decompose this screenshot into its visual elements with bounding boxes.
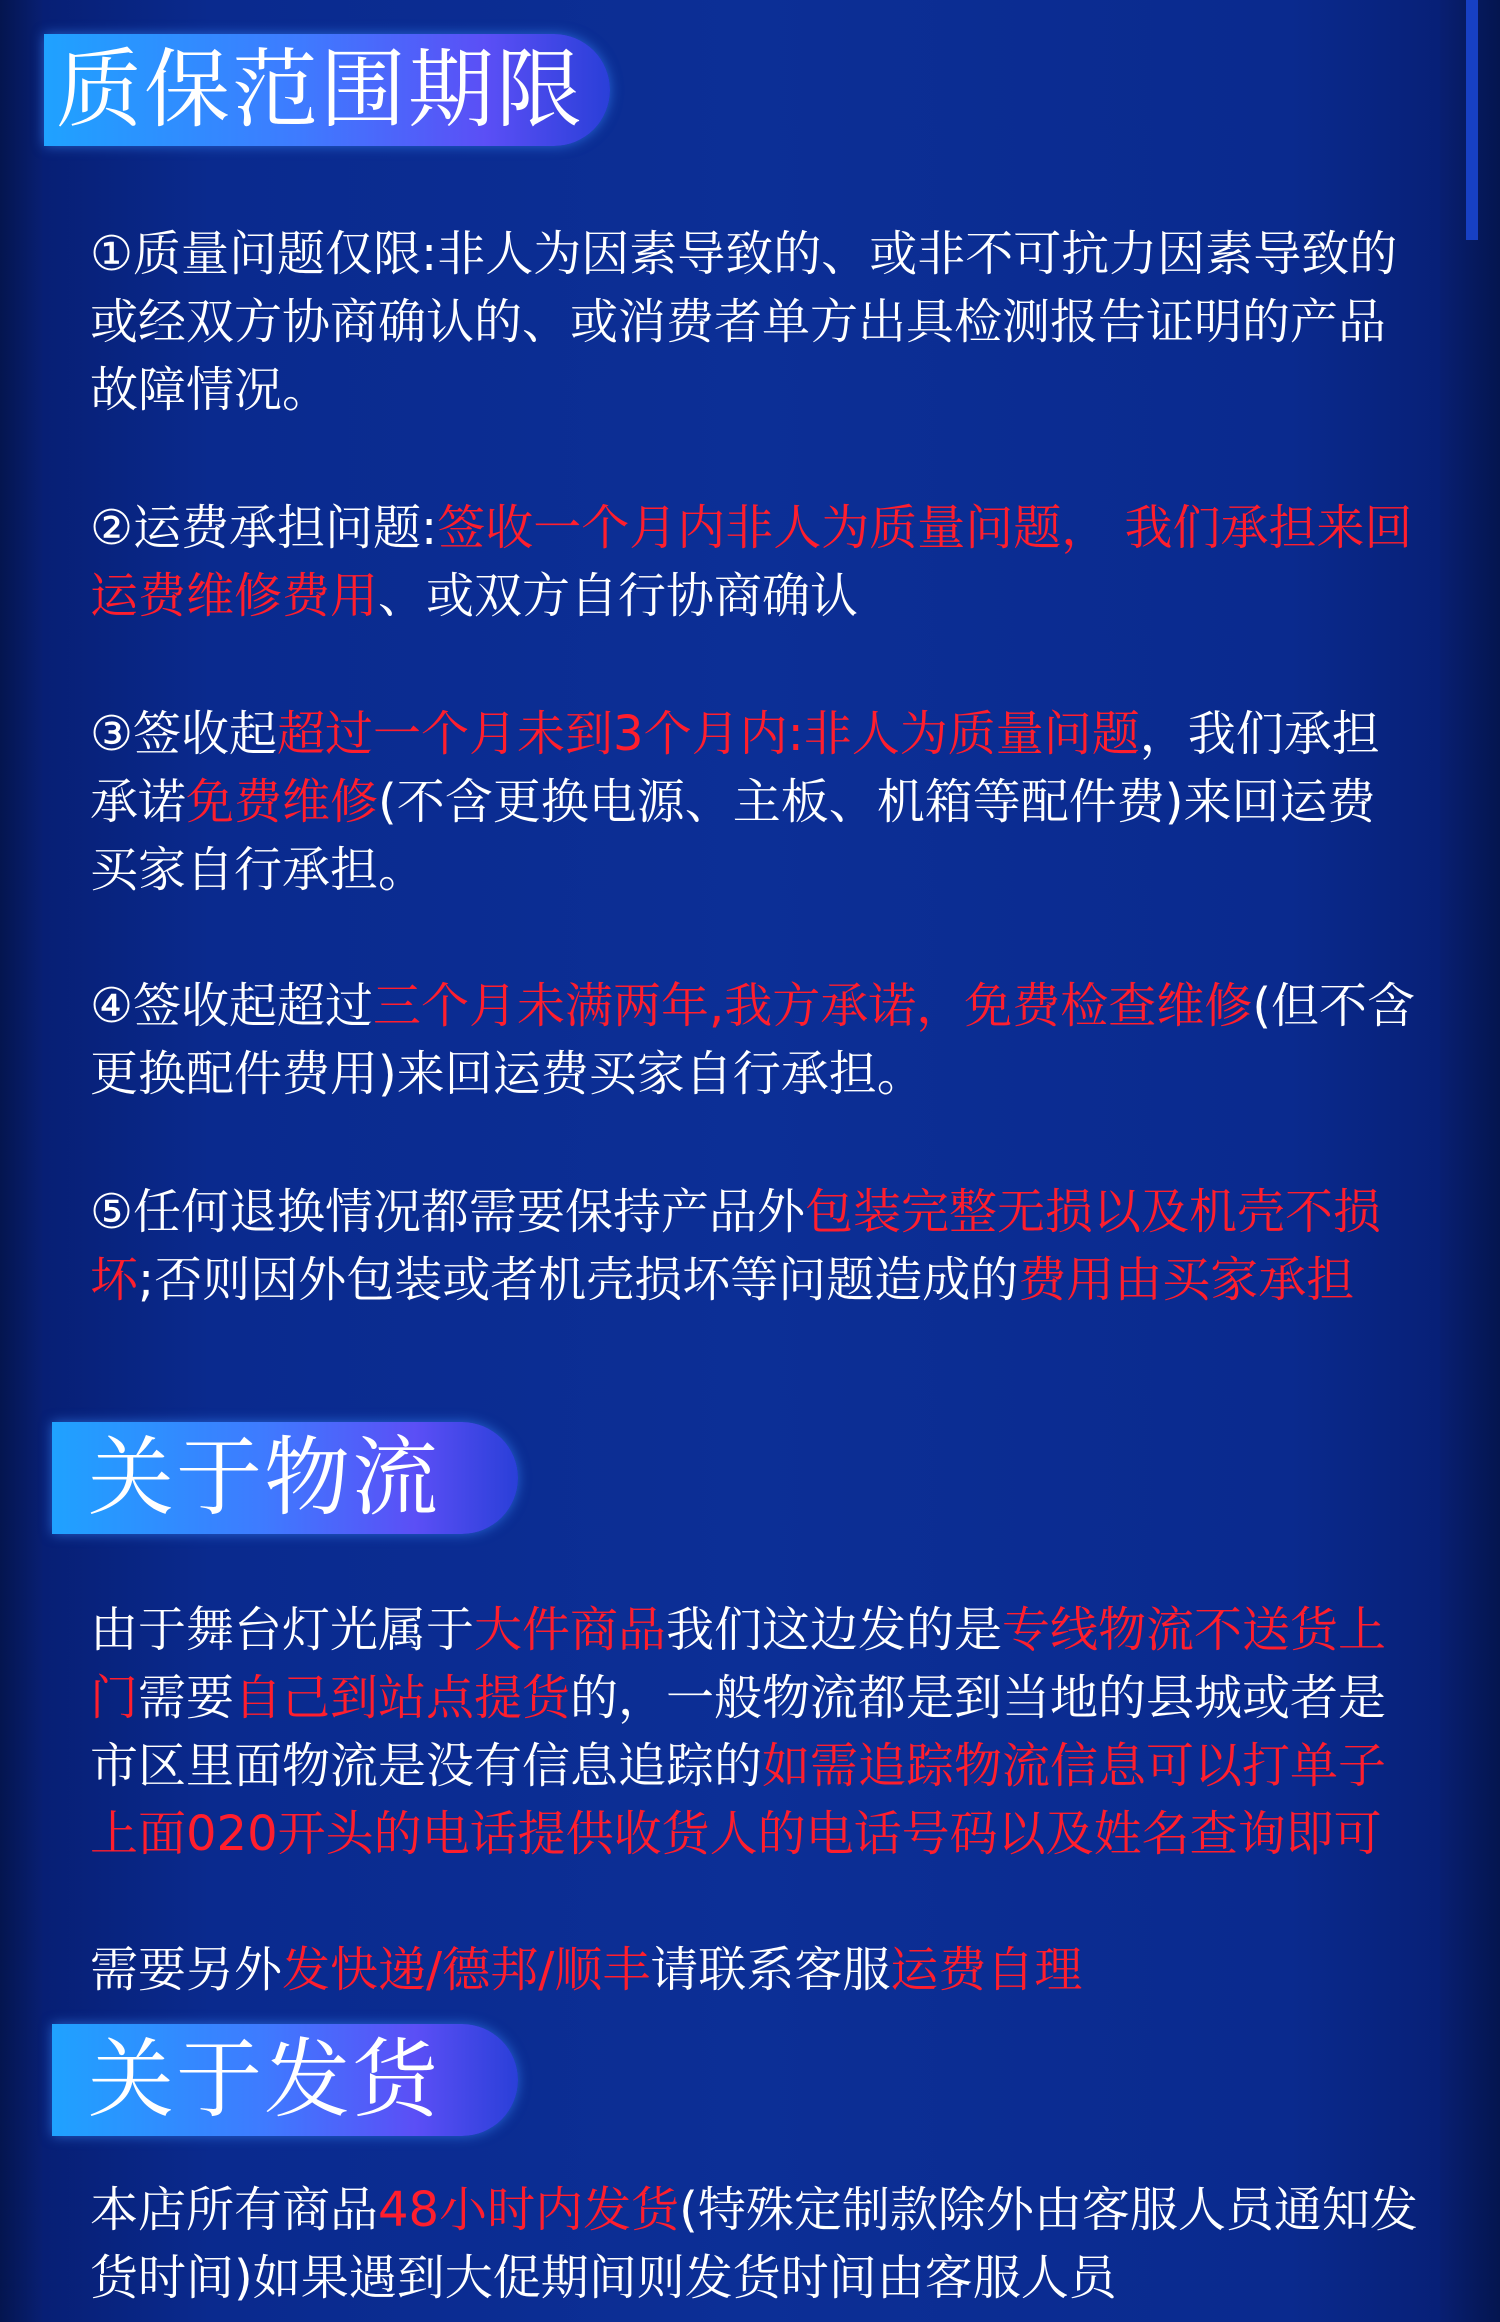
paragraph <box>90 700 1420 904</box>
highlighted-text: 签收一个月内非人为质量问题， 我们承担来回运费维修费用 <box>90 500 1413 624</box>
highlighted-text: 运费自理 <box>890 1942 1083 1998</box>
highlighted-text: 超过一个月未到3个月内:非人为质量问题 <box>277 706 1140 762</box>
warranty-item-2 <box>90 494 1420 630</box>
highlighted-text: 自己到站点提货 <box>234 1670 571 1726</box>
shipping-item-1 <box>90 2176 1420 2312</box>
warranty-item-4 <box>90 972 1420 1108</box>
body-text: ③签收起 <box>90 706 278 762</box>
highlighted-text: 48小时内发货 <box>378 2182 680 2238</box>
warranty-item-5 <box>90 1178 1420 1314</box>
logistics-item-1 <box>90 1596 1420 1868</box>
highlighted-text: 三个月未满两年,我方承诺，免费检查维修 <box>373 978 1253 1034</box>
warranty-section-header <box>44 34 610 146</box>
highlighted-text: 免费维修 <box>186 774 379 830</box>
body-text: 请联系客服 <box>650 1942 891 1998</box>
logistics-section-header <box>52 1422 518 1534</box>
paragraph <box>90 2176 1420 2312</box>
right-edge-shade <box>1440 0 1500 2322</box>
body-text: 我们这边发的是 <box>666 1602 1003 1658</box>
paragraph <box>90 1178 1420 1314</box>
body-text: ，我们承担承诺 <box>90 706 1380 830</box>
highlighted-text: 专线物流不送货上门 <box>90 1602 1387 1726</box>
shipping-section-title: 关于发货 <box>88 2030 440 2130</box>
body-text: ②运费承担问题: <box>90 500 438 556</box>
logistics-item-2 <box>90 1936 1420 2004</box>
body-text: 需要另外 <box>90 1942 283 1998</box>
body-text: 需要 <box>138 1670 235 1726</box>
body-text: ④签收起超过 <box>90 978 374 1034</box>
highlighted-text: 费用由买家承担 <box>1018 1252 1355 1308</box>
logistics-section-title: 关于物流 <box>88 1428 440 1528</box>
highlighted-text: 大件商品 <box>474 1602 667 1658</box>
body-text: ①质量问题仅限:非人为因素导致的、或非不可抗力因素导致的或经双方协商确认的、或消费者单方出具检测报告证明的产品故障情况。 <box>90 226 1398 418</box>
paragraph <box>90 1596 1420 1868</box>
body-text: 、或双方自行协商确认 <box>378 568 859 624</box>
shipping-section-header <box>52 2024 518 2136</box>
paragraph <box>90 972 1420 1108</box>
body-text: (特殊定制款除外由客服人员通知发货时间)如果遇到大促期间则发货时间由客服人员 <box>90 2182 1418 2306</box>
warranty-section-title: 质保范围期限 <box>56 40 584 140</box>
left-edge-shade <box>0 0 42 2322</box>
body-text: (不含更换电源、主板、机箱等配件费)来回运费买家自行承担。 <box>90 774 1376 898</box>
right-edge-stripe <box>1466 0 1478 240</box>
body-text: ;否则因外包装或者机壳损坏等问题造成的 <box>138 1252 1019 1308</box>
paragraph <box>90 220 1420 424</box>
warranty-item-3 <box>90 700 1420 904</box>
paragraph <box>90 494 1420 630</box>
body-text: ⑤任何退换情况都需要保持产品外 <box>90 1184 806 1240</box>
highlighted-text: 包装完整无损以及机壳不损坏 <box>90 1184 1382 1308</box>
paragraph <box>90 1936 1420 2004</box>
highlighted-text: 如需追踪物流信息可以打单子上面020开头的电话提供收货人的电话号码以及姓名查询即可 <box>90 1738 1387 1862</box>
body-text: 本店所有商品 <box>90 2182 379 2238</box>
highlighted-text: 发快递/德邦/顺丰 <box>282 1942 651 1998</box>
warranty-item-1 <box>90 220 1420 424</box>
body-text: (但不含更换配件费用)来回运费买家自行承担。 <box>90 978 1416 1102</box>
body-text: 由于舞台灯光属于 <box>90 1602 475 1658</box>
body-text: 的，一般物流都是到当地的县城或者是市区里面物流是没有信息追踪的 <box>90 1670 1387 1794</box>
